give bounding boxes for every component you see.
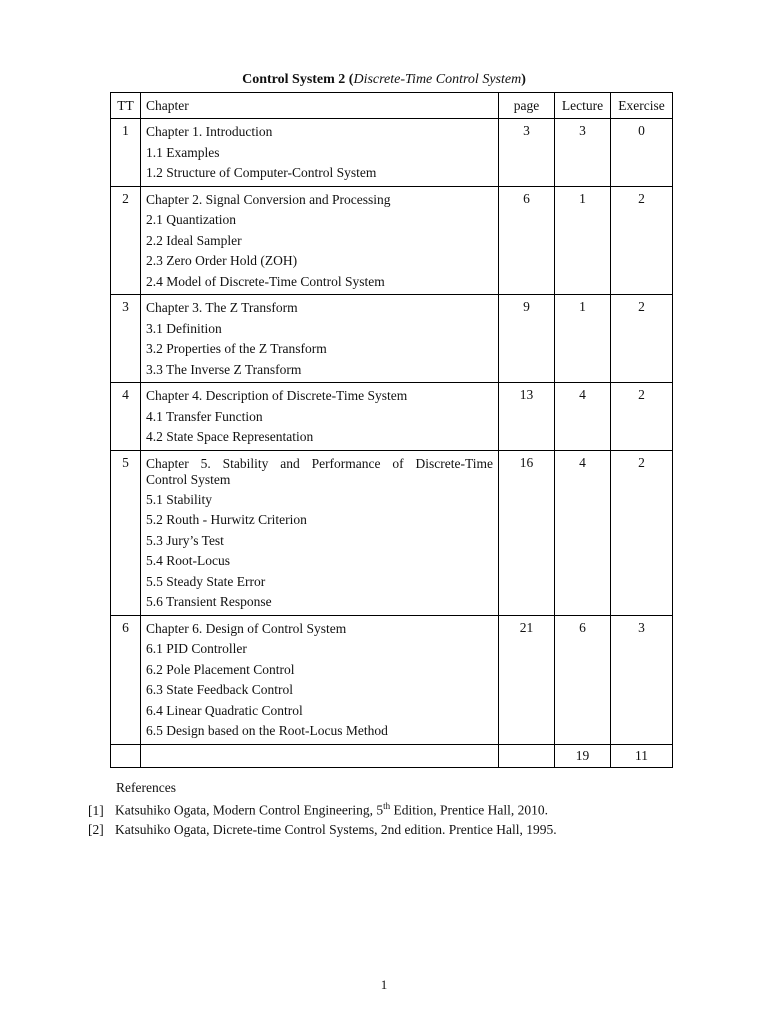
chapter-cell	[141, 450, 499, 615]
chapter-line: 6.5 Design based on the Root-Locus Method	[146, 723, 388, 738]
chapter-line: 3.3 The Inverse Z Transform	[146, 361, 302, 377]
reference-item	[88, 822, 557, 838]
chapter-cell	[141, 383, 499, 451]
reference-item	[88, 801, 548, 819]
chapter-line: 2.3 Zero Order Hold (ZOH)	[146, 253, 298, 268]
row-lecture: 6	[555, 615, 611, 744]
chapter-line: 1.2 Structure of Computer-Control System	[146, 165, 377, 180]
chapter-line: 5.2 Routh - Hurwitz Criterion	[146, 512, 307, 527]
chapter-heading-line: Control System	[146, 471, 231, 487]
chapter-line: Chapter 4. Description of Discrete-Time System	[146, 388, 408, 403]
title-main: Control System 2 (	[242, 72, 354, 87]
reference-number: [2]	[88, 822, 104, 837]
chapter-line: 5.1 Stability	[146, 491, 213, 507]
table-row	[111, 615, 673, 744]
total-exercise: 11	[611, 744, 673, 767]
row-page: 13	[499, 383, 555, 451]
header-chapter: Chapter	[141, 93, 499, 119]
row-tt: 6	[111, 615, 141, 744]
chapter-line: 6.3 State Feedback Control	[146, 682, 293, 697]
chapter-table	[110, 92, 673, 768]
row-page: 3	[499, 119, 555, 187]
row-lecture: 4	[555, 450, 611, 615]
header-exercise: Exercise	[611, 93, 673, 119]
references-heading: References	[116, 780, 176, 795]
table-row	[111, 119, 673, 187]
row-exercise: 2	[611, 450, 673, 615]
row-tt: 4	[111, 383, 141, 451]
header-tt: TT	[111, 93, 141, 119]
header-lecture: Lecture	[555, 93, 611, 119]
chapter-line: Chapter 1. Introduction	[146, 124, 273, 139]
header-page: page	[499, 93, 555, 119]
chapter-cell	[141, 186, 499, 295]
chapter-line: 6.2 Pole Placement Control	[146, 661, 295, 677]
chapter-heading-line: Chapter 5. Stability and Performance of Discrete-Time	[146, 455, 493, 471]
total-lecture: 19	[555, 744, 611, 767]
chapter-line: Chapter 3. The Z Transform	[146, 300, 298, 315]
row-exercise: 3	[611, 615, 673, 744]
row-exercise: 2	[611, 186, 673, 295]
document-title	[0, 72, 768, 88]
row-tt: 3	[111, 295, 141, 383]
chapter-line: 2.4 Model of Discrete-Time Control System	[146, 273, 385, 289]
chapter-cell	[141, 119, 499, 187]
table-row	[111, 450, 673, 615]
reference-number: [1]	[88, 802, 104, 818]
chapter-line: 3.2 Properties of the Z Transform	[146, 341, 327, 356]
row-page: 9	[499, 295, 555, 383]
reference-superscript: th	[383, 801, 391, 811]
chapter-cell	[141, 295, 499, 383]
chapter-line: 4.1 Transfer Function	[146, 408, 263, 424]
chapter-line: 6.4 Linear Quadratic Control	[146, 702, 303, 718]
chapter-line: 4.2 State Space Representation	[146, 429, 314, 444]
table-row	[111, 295, 673, 383]
chapter-line: 5.6 Transient Response	[146, 594, 272, 609]
chapter-line: 5.4 Root-Locus	[146, 553, 230, 568]
totals-empty-cell	[111, 744, 141, 767]
row-exercise: 2	[611, 295, 673, 383]
chapter-line: 5.3 Jury’s Test	[146, 532, 224, 548]
row-tt: 5	[111, 450, 141, 615]
chapter-line: Chapter 2. Signal Conversion and Processing	[146, 191, 391, 207]
reference-text: Katsuhiko Ogata, Modern Control Engineering, 5	[115, 802, 384, 818]
chapter-line: 5.5 Steady State Error	[146, 573, 266, 589]
totals-empty-cell	[141, 744, 499, 767]
row-exercise: 0	[611, 119, 673, 187]
reference-text: Katsuhiko Ogata, Dicrete-time Control Systems, 2nd edition. Prentice Hall, 1995.	[115, 822, 557, 837]
row-page: 21	[499, 615, 555, 744]
reference-text-end: Edition, Prentice Hall, 2010.	[390, 802, 548, 818]
page-number: 1	[380, 977, 388, 992]
row-exercise: 2	[611, 383, 673, 451]
table-header-row	[111, 93, 673, 119]
row-page: 16	[499, 450, 555, 615]
title-end: )	[521, 72, 526, 87]
table-row	[111, 383, 673, 451]
totals-empty-cell	[499, 744, 555, 767]
title-subtitle: Discrete-Time Control System	[353, 72, 522, 87]
row-tt: 1	[111, 119, 141, 187]
chapter-line: 1.1 Examples	[146, 144, 220, 160]
row-lecture: 1	[555, 295, 611, 383]
totals-row	[111, 744, 673, 767]
table-row	[111, 186, 673, 295]
chapter-line: 6.1 PID Controller	[146, 641, 247, 656]
chapter-line: Chapter 6. Design of Control System	[146, 620, 347, 636]
row-lecture: 1	[555, 186, 611, 295]
chapter-line: 2.1 Quantization	[146, 212, 236, 227]
row-page: 6	[499, 186, 555, 295]
chapter-line: 2.2 Ideal Sampler	[146, 232, 242, 248]
row-tt: 2	[111, 186, 141, 295]
row-lecture: 4	[555, 383, 611, 451]
chapter-line: 3.1 Definition	[146, 320, 222, 336]
chapter-cell	[141, 615, 499, 744]
row-lecture: 3	[555, 119, 611, 187]
